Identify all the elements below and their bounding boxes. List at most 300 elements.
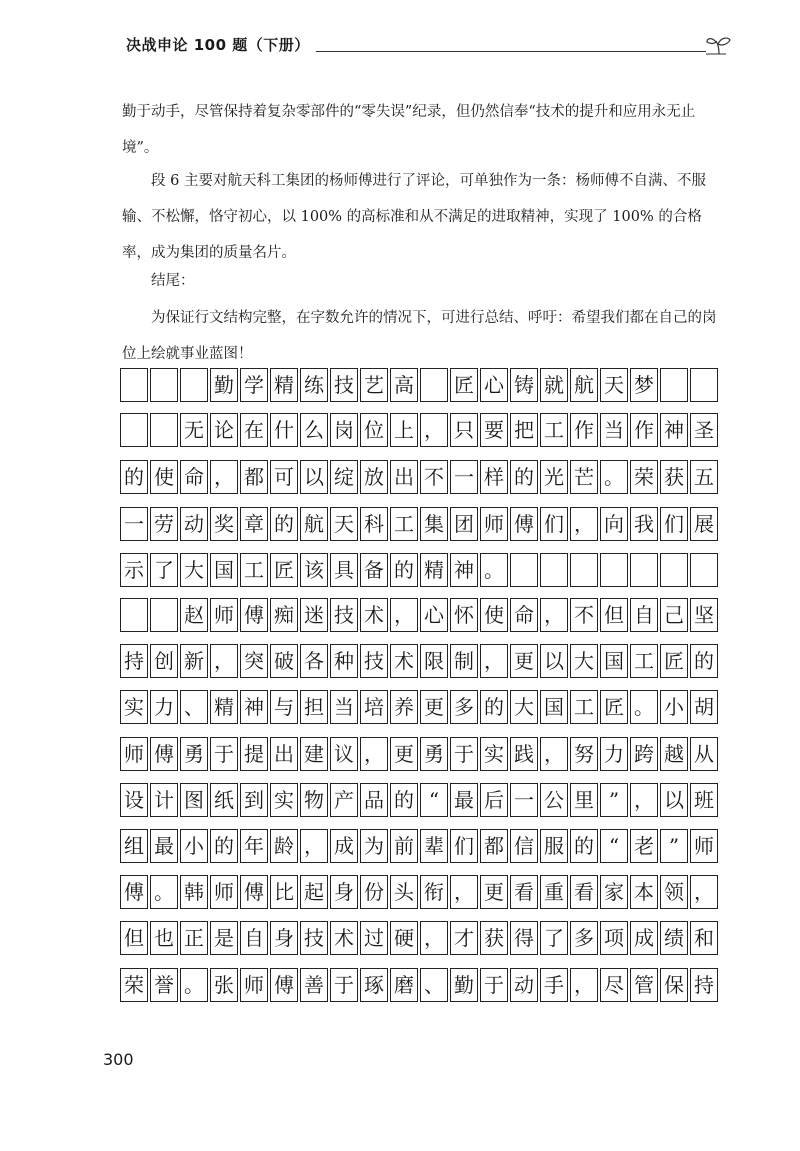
grid-cell: 梦 — [630, 368, 658, 402]
grid-cell: 培 — [360, 690, 388, 724]
grid-cell: 实 — [270, 783, 298, 817]
grid-cell: ， — [420, 413, 448, 447]
grid-cell: 上 — [390, 413, 418, 447]
grid-cell: 术 — [330, 921, 358, 955]
grid-cell: 只 — [450, 413, 478, 447]
grid-cell: 看 — [510, 875, 538, 909]
grid-cell: 本 — [630, 875, 658, 909]
grid-cell: 匠 — [660, 644, 688, 678]
grid-cell: 技 — [330, 598, 358, 632]
grid-cell: 一 — [510, 783, 538, 817]
grid-cell: 。 — [630, 690, 658, 724]
grid-cell: ， — [300, 829, 328, 863]
grid-cell — [150, 598, 178, 632]
grid-cell: ” — [660, 829, 688, 863]
grid-cell: 议 — [330, 737, 358, 771]
grid-cell: 老 — [630, 829, 658, 863]
grid-cell: 身 — [270, 921, 298, 955]
grid-cell: 持 — [120, 644, 148, 678]
essay-row — [120, 829, 720, 865]
grid-cell: 组 — [120, 829, 148, 863]
grid-cell: 龄 — [270, 829, 298, 863]
grid-cell: ， — [690, 875, 718, 909]
grid-cell: 。 — [180, 968, 208, 1002]
grid-cell: 荣 — [630, 460, 658, 494]
essay-row — [120, 875, 720, 911]
grid-cell: 匠 — [450, 368, 478, 402]
grid-cell: 、 — [180, 690, 208, 724]
grid-cell — [120, 413, 148, 447]
grid-cell: 衔 — [420, 875, 448, 909]
grid-cell: 践 — [510, 737, 538, 771]
grid-cell: 为 — [360, 829, 388, 863]
essay-row — [120, 921, 720, 957]
grid-cell: 天 — [330, 507, 358, 541]
grid-cell: 磨 — [390, 968, 418, 1002]
grid-cell: ， — [210, 644, 238, 678]
grid-cell: 学 — [240, 368, 268, 402]
grid-cell: ， — [540, 737, 568, 771]
grid-cell: 傅 — [270, 968, 298, 1002]
sprout-icon — [704, 34, 734, 60]
grid-cell: 向 — [600, 507, 628, 541]
grid-cell: 里 — [570, 783, 598, 817]
grid-cell: 琢 — [360, 968, 388, 1002]
grid-cell: 当 — [600, 413, 628, 447]
grid-cell: 重 — [540, 875, 568, 909]
grid-cell: 的 — [570, 829, 598, 863]
grid-cell: 自 — [630, 598, 658, 632]
grid-cell: ， — [450, 875, 478, 909]
grid-cell: 于 — [330, 968, 358, 1002]
grid-cell: 集 — [420, 507, 448, 541]
grid-cell: 们 — [540, 507, 568, 541]
grid-cell — [150, 413, 178, 447]
grid-cell: 技 — [330, 368, 358, 402]
grid-cell: 使 — [480, 598, 508, 632]
grid-cell — [660, 553, 688, 587]
grid-cell: 但 — [120, 921, 148, 955]
essay-row — [120, 644, 720, 680]
grid-cell — [540, 553, 568, 587]
grid-cell: 于 — [480, 968, 508, 1002]
grid-cell: 该 — [300, 553, 328, 587]
grid-cell: 傅 — [240, 598, 268, 632]
grid-cell: 傅 — [240, 875, 268, 909]
grid-cell: 心 — [480, 368, 508, 402]
grid-cell: 五 — [690, 460, 718, 494]
grid-cell — [630, 553, 658, 587]
grid-cell: 最 — [450, 783, 478, 817]
header-rule — [306, 51, 706, 52]
grid-cell: 多 — [570, 921, 598, 955]
grid-cell: 才 — [450, 921, 478, 955]
grid-cell: 位 — [360, 413, 388, 447]
grid-cell: 芒 — [570, 460, 598, 494]
grid-cell: 什 — [270, 413, 298, 447]
grid-cell: 份 — [360, 875, 388, 909]
grid-cell: 把 — [510, 413, 538, 447]
grid-cell: 傅 — [150, 737, 178, 771]
grid-cell: 创 — [150, 644, 178, 678]
grid-cell: 傅 — [120, 875, 148, 909]
grid-cell: 更 — [390, 737, 418, 771]
essay-row — [120, 460, 720, 496]
grid-cell: 出 — [270, 737, 298, 771]
grid-cell: 各 — [300, 644, 328, 678]
grid-cell: 限 — [420, 644, 448, 678]
grid-cell: 不 — [420, 460, 448, 494]
grid-cell — [120, 368, 148, 402]
grid-cell: 工 — [570, 690, 598, 724]
grid-cell: 手 — [540, 968, 568, 1002]
grid-cell: 艺 — [360, 368, 388, 402]
grid-cell: 团 — [450, 507, 478, 541]
essay-row — [120, 783, 720, 819]
grid-cell: 术 — [390, 644, 418, 678]
grid-cell: 精 — [210, 690, 238, 724]
grid-cell — [120, 598, 148, 632]
grid-cell: 我 — [630, 507, 658, 541]
grid-cell: 岗 — [330, 413, 358, 447]
essay-row — [120, 368, 720, 404]
grid-cell: 的 — [390, 553, 418, 587]
grid-cell: 们 — [450, 829, 478, 863]
grid-cell: 小 — [180, 829, 208, 863]
grid-cell: 起 — [300, 875, 328, 909]
grid-cell: 出 — [390, 460, 418, 494]
grid-cell: 产 — [330, 783, 358, 817]
grid-cell: 技 — [360, 644, 388, 678]
grid-cell: 赵 — [180, 598, 208, 632]
grid-cell: ” — [600, 783, 628, 817]
grid-cell: 练 — [300, 368, 328, 402]
grid-cell: 大 — [180, 553, 208, 587]
grid-cell: ， — [360, 737, 388, 771]
grid-cell: 技 — [300, 921, 328, 955]
grid-cell: 力 — [150, 690, 178, 724]
grid-cell: 就 — [540, 368, 568, 402]
grid-cell — [690, 553, 718, 587]
grid-cell: 信 — [510, 829, 538, 863]
grid-cell: 不 — [570, 598, 598, 632]
grid-cell: 动 — [180, 507, 208, 541]
grid-cell: 图 — [180, 783, 208, 817]
grid-cell: 的 — [120, 460, 148, 494]
grid-cell: ， — [540, 598, 568, 632]
grid-cell: 看 — [570, 875, 598, 909]
grid-cell: 国 — [600, 644, 628, 678]
grid-cell — [600, 553, 628, 587]
grid-cell: 自 — [240, 921, 268, 955]
grid-cell: 劳 — [150, 507, 178, 541]
grid-cell: 头 — [390, 875, 418, 909]
grid-cell: 工 — [630, 644, 658, 678]
grid-cell: 正 — [180, 921, 208, 955]
grid-cell: 项 — [600, 921, 628, 955]
paragraph-continuation: 勤于动手，尽管保持着复杂零部件的“零失误”纪录，但仍然信奉“技术的提升和应用永无止境”。 — [122, 104, 696, 156]
grid-cell: 更 — [420, 690, 448, 724]
grid-cell — [690, 368, 718, 402]
paragraph-ending: 为保证行文结构完整，在字数允许的情况下，可进行总结、呼吁：希望我们都在自己的岗位上绘就事业蓝图！ — [122, 310, 717, 362]
grid-cell: 神 — [660, 413, 688, 447]
essay-row — [120, 968, 720, 1004]
grid-cell: 班 — [690, 783, 718, 817]
grid-cell: 天 — [600, 368, 628, 402]
grid-cell: 命 — [180, 460, 208, 494]
essay-row — [120, 413, 720, 449]
grid-cell: 担 — [300, 690, 328, 724]
grid-cell: 力 — [600, 737, 628, 771]
grid-cell: 更 — [480, 875, 508, 909]
grid-cell: 作 — [630, 413, 658, 447]
grid-cell: 。 — [600, 460, 628, 494]
grid-cell: 神 — [240, 690, 268, 724]
grid-cell: 展 — [690, 507, 718, 541]
paragraph-analysis: 段 6 主要对航天科工集团的杨师傅进行了评论，可单独作为一条：杨师傅不自满、不服输、不松懈，恪守初心，以 100% 的高标准和从不满足的进取精神，实现了 100% 的合格率，成为集团的质量名片。 — [122, 173, 706, 261]
grid-cell — [660, 368, 688, 402]
grid-cell: 与 — [270, 690, 298, 724]
grid-cell: 师 — [690, 829, 718, 863]
grid-cell: 越 — [660, 737, 688, 771]
grid-cell: 绩 — [660, 921, 688, 955]
grid-cell: 光 — [540, 460, 568, 494]
grid-cell: 以 — [300, 460, 328, 494]
grid-cell: 迷 — [300, 598, 328, 632]
grid-cell: 过 — [360, 921, 388, 955]
grid-cell: 辈 — [420, 829, 448, 863]
essay-row — [120, 598, 720, 634]
grid-cell: 实 — [480, 737, 508, 771]
grid-cell: 圣 — [690, 413, 718, 447]
grid-cell: 匠 — [600, 690, 628, 724]
grid-cell: 领 — [660, 875, 688, 909]
essay-row — [120, 690, 720, 726]
grid-cell: 章 — [240, 507, 268, 541]
grid-cell: 精 — [420, 553, 448, 587]
grid-cell: 胡 — [690, 690, 718, 724]
grid-cell: 善 — [300, 968, 328, 1002]
grid-cell: 论 — [210, 413, 238, 447]
grid-cell: 动 — [510, 968, 538, 1002]
grid-cell: 尽 — [600, 968, 628, 1002]
grid-cell: 、 — [420, 968, 448, 1002]
grid-cell: 国 — [210, 553, 238, 587]
grid-cell: 奖 — [210, 507, 238, 541]
grid-cell: 心 — [420, 598, 448, 632]
grid-cell: 要 — [480, 413, 508, 447]
grid-cell: 更 — [510, 644, 538, 678]
grid-cell: 韩 — [180, 875, 208, 909]
grid-cell: 师 — [240, 968, 268, 1002]
grid-cell: 航 — [570, 368, 598, 402]
grid-cell: 誉 — [150, 968, 178, 1002]
grid-cell: 荣 — [120, 968, 148, 1002]
grid-cell: 在 — [240, 413, 268, 447]
grid-cell: 工 — [540, 413, 568, 447]
grid-cell: ， — [210, 460, 238, 494]
grid-cell: 公 — [540, 783, 568, 817]
grid-cell: 绽 — [330, 460, 358, 494]
grid-cell — [180, 368, 208, 402]
grid-cell: 傅 — [510, 507, 538, 541]
grid-cell: 师 — [210, 598, 238, 632]
grid-cell: 破 — [270, 644, 298, 678]
grid-cell: 成 — [330, 829, 358, 863]
grid-cell: 服 — [540, 829, 568, 863]
grid-cell: ， — [420, 921, 448, 955]
grid-cell: 国 — [540, 690, 568, 724]
grid-cell: 备 — [360, 553, 388, 587]
grid-cell: 痴 — [270, 598, 298, 632]
grid-cell: 工 — [390, 507, 418, 541]
grid-cell: 的 — [390, 783, 418, 817]
grid-cell: 物 — [300, 783, 328, 817]
grid-cell: ， — [570, 968, 598, 1002]
grid-cell: 也 — [150, 921, 178, 955]
grid-cell: 小 — [660, 690, 688, 724]
grid-cell: 都 — [240, 460, 268, 494]
grid-cell: “ — [600, 829, 628, 863]
grid-cell: 前 — [390, 829, 418, 863]
grid-cell — [150, 368, 178, 402]
grid-cell: 后 — [480, 783, 508, 817]
grid-cell: 己 — [660, 598, 688, 632]
grid-cell: 一 — [120, 507, 148, 541]
grid-cell — [510, 553, 538, 587]
grid-cell: ， — [480, 644, 508, 678]
grid-cell: 当 — [330, 690, 358, 724]
grid-cell: 持 — [690, 968, 718, 1002]
grid-cell: 科 — [360, 507, 388, 541]
grid-cell: 的 — [210, 829, 238, 863]
grid-cell: 都 — [480, 829, 508, 863]
grid-cell: 多 — [450, 690, 478, 724]
grid-cell: 制 — [450, 644, 478, 678]
grid-cell: 跨 — [630, 737, 658, 771]
grid-cell: 航 — [300, 507, 328, 541]
grid-cell: 神 — [450, 553, 478, 587]
grid-cell: 最 — [150, 829, 178, 863]
grid-cell: 可 — [270, 460, 298, 494]
grid-cell: 的 — [690, 644, 718, 678]
grid-cell: 师 — [120, 737, 148, 771]
grid-cell: 保 — [660, 968, 688, 1002]
grid-cell: ， — [570, 507, 598, 541]
grid-cell: 师 — [480, 507, 508, 541]
grid-cell: 张 — [210, 968, 238, 1002]
grid-cell: 得 — [510, 921, 538, 955]
grid-cell: 获 — [480, 921, 508, 955]
grid-cell: 。 — [480, 553, 508, 587]
book-title: 决战申论 100 题（下册） — [126, 34, 316, 55]
grid-cell: 管 — [630, 968, 658, 1002]
grid-cell: 。 — [150, 875, 178, 909]
paragraph-ending-heading: 结尾： — [151, 273, 195, 289]
grid-cell: 了 — [540, 921, 568, 955]
grid-cell: 建 — [300, 737, 328, 771]
grid-cell: 精 — [270, 368, 298, 402]
grid-cell: 术 — [360, 598, 388, 632]
grid-cell: 一 — [450, 460, 478, 494]
grid-cell: 了 — [150, 553, 178, 587]
grid-cell: 示 — [120, 553, 148, 587]
essay-row — [120, 737, 720, 773]
page-number: 300 — [103, 1050, 134, 1069]
essay-row — [120, 553, 720, 589]
grid-cell: 硬 — [390, 921, 418, 955]
grid-cell: 无 — [180, 413, 208, 447]
grid-cell: 以 — [540, 644, 568, 678]
grid-cell: 勇 — [420, 737, 448, 771]
grid-cell: 的 — [480, 690, 508, 724]
grid-cell: “ — [420, 783, 448, 817]
grid-cell: 具 — [330, 553, 358, 587]
grid-cell: 高 — [390, 368, 418, 402]
grid-cell: 成 — [630, 921, 658, 955]
grid-cell: 是 — [210, 921, 238, 955]
grid-cell: 家 — [600, 875, 628, 909]
grid-cell: 的 — [510, 460, 538, 494]
grid-cell: 设 — [120, 783, 148, 817]
grid-cell: 使 — [150, 460, 178, 494]
grid-cell: 养 — [390, 690, 418, 724]
grid-cell: 勤 — [450, 968, 478, 1002]
page-header — [126, 34, 736, 64]
grid-cell: 种 — [330, 644, 358, 678]
grid-cell: 怀 — [450, 598, 478, 632]
grid-cell: 们 — [660, 507, 688, 541]
grid-cell: 实 — [120, 690, 148, 724]
grid-cell: 放 — [360, 460, 388, 494]
grid-cell: 作 — [570, 413, 598, 447]
grid-cell: 纸 — [210, 783, 238, 817]
grid-cell: 突 — [240, 644, 268, 678]
grid-cell: 么 — [300, 413, 328, 447]
grid-cell: 和 — [690, 921, 718, 955]
grid-cell: 计 — [150, 783, 178, 817]
grid-cell — [570, 553, 598, 587]
grid-cell: 大 — [570, 644, 598, 678]
grid-cell: 提 — [240, 737, 268, 771]
grid-cell: 坚 — [690, 598, 718, 632]
grid-cell: 努 — [570, 737, 598, 771]
grid-cell: 年 — [240, 829, 268, 863]
grid-cell: 勇 — [180, 737, 208, 771]
grid-cell: 新 — [180, 644, 208, 678]
grid-cell: 命 — [510, 598, 538, 632]
grid-cell: 师 — [210, 875, 238, 909]
grid-cell: 的 — [270, 507, 298, 541]
grid-cell: 样 — [480, 460, 508, 494]
grid-cell: 于 — [210, 737, 238, 771]
grid-cell: 大 — [510, 690, 538, 724]
grid-cell: 但 — [600, 598, 628, 632]
grid-cell: 比 — [270, 875, 298, 909]
grid-cell: 于 — [450, 737, 478, 771]
grid-cell: 身 — [330, 875, 358, 909]
grid-cell: 到 — [240, 783, 268, 817]
essay-row — [120, 507, 720, 543]
grid-cell: 品 — [360, 783, 388, 817]
grid-cell: ， — [630, 783, 658, 817]
grid-cell: 勤 — [210, 368, 238, 402]
grid-cell — [420, 368, 448, 402]
grid-cell: 铸 — [510, 368, 538, 402]
grid-cell: 获 — [660, 460, 688, 494]
grid-cell: 匠 — [270, 553, 298, 587]
grid-cell: 以 — [660, 783, 688, 817]
